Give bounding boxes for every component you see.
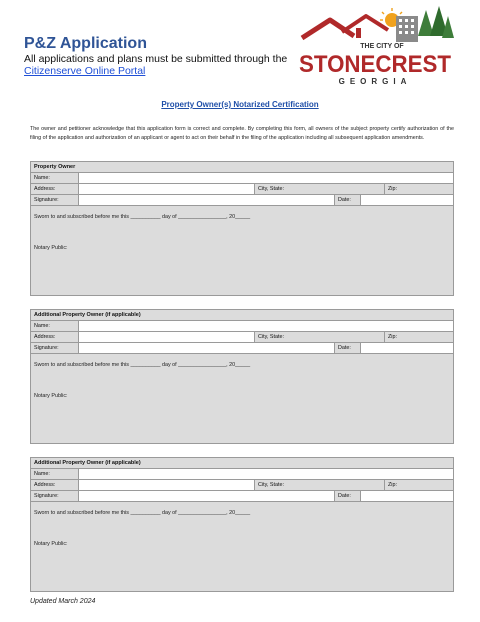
section-title: Additional Property Owner (if applicable) [31,310,453,321]
notary-public-label: Notary Public: [34,393,68,399]
signature-field[interactable] [79,195,335,205]
section-title: Additional Property Owner (if applicable) [31,458,453,469]
signature-label: Signature: [31,343,79,353]
logo-line-2: STONECREST [299,51,452,78]
city-state-label[interactable]: City, State: [255,332,385,342]
property-owner-section [30,161,454,296]
name-label: Name: [31,469,79,479]
signature-field[interactable] [79,491,335,501]
notary-public-label: Notary Public: [34,541,68,547]
date-label: Date: [335,195,361,205]
additional-owner-section-1 [30,309,454,444]
logo-line-3: GEORGIA [338,77,412,86]
updated-date-footer: Updated March 2024 [30,598,96,605]
logo-line-1: THE CITY OF [360,43,404,50]
address-label: Address: [31,332,79,342]
stonecrest-logo [296,6,454,90]
submission-note-text: All applications and plans must be submitted through the [24,53,288,65]
address-label: Address: [31,480,79,490]
intro-paragraph: The owner and petitioner acknowledge that this application form is correct and complete. By completing this form, all owners of the subject property certify authorization of the filing of the application and authorization of an applicant or agent to act on their behalf in the filing of the application including all subsequent application amendments. [30,126,454,141]
sworn-statement: Sworn to and subscribed before me this __________ day of ________________, 20_____ [34,362,251,368]
page-title: P&Z Application [24,35,147,52]
address-field[interactable] [79,184,255,194]
date-field[interactable] [361,491,453,501]
zip-label[interactable]: Zip: [385,184,453,194]
date-label: Date: [335,491,361,501]
signature-field[interactable] [79,343,335,353]
sworn-statement: Sworn to and subscribed before me this __________ day of ________________, 20_____ [34,510,251,516]
zip-label[interactable]: Zip: [385,480,453,490]
signature-label: Signature: [31,491,79,501]
name-label: Name: [31,321,79,331]
address-label: Address: [31,184,79,194]
signature-label: Signature: [31,195,79,205]
section-title: Property Owner [31,162,453,173]
additional-owner-section-2 [30,457,454,592]
notary-public-label: Notary Public: [34,245,68,251]
name-label: Name: [31,173,79,183]
citizenserve-portal-link[interactable]: Citizenserve Online Portal [24,65,146,77]
date-field[interactable] [361,195,453,205]
city-state-label[interactable]: City, State: [255,184,385,194]
name-field[interactable] [79,173,453,183]
name-field[interactable] [79,321,453,331]
address-field[interactable] [79,480,255,490]
date-label: Date: [335,343,361,353]
sworn-statement: Sworn to and subscribed before me this __________ day of ________________, 20_____ [34,214,251,220]
date-field[interactable] [361,343,453,353]
city-state-label[interactable]: City, State: [255,480,385,490]
name-field[interactable] [79,469,453,479]
address-field[interactable] [79,332,255,342]
submission-note [24,53,294,77]
zip-label[interactable]: Zip: [385,332,453,342]
section-heading: Property Owner(s) Notarized Certification [161,100,319,109]
